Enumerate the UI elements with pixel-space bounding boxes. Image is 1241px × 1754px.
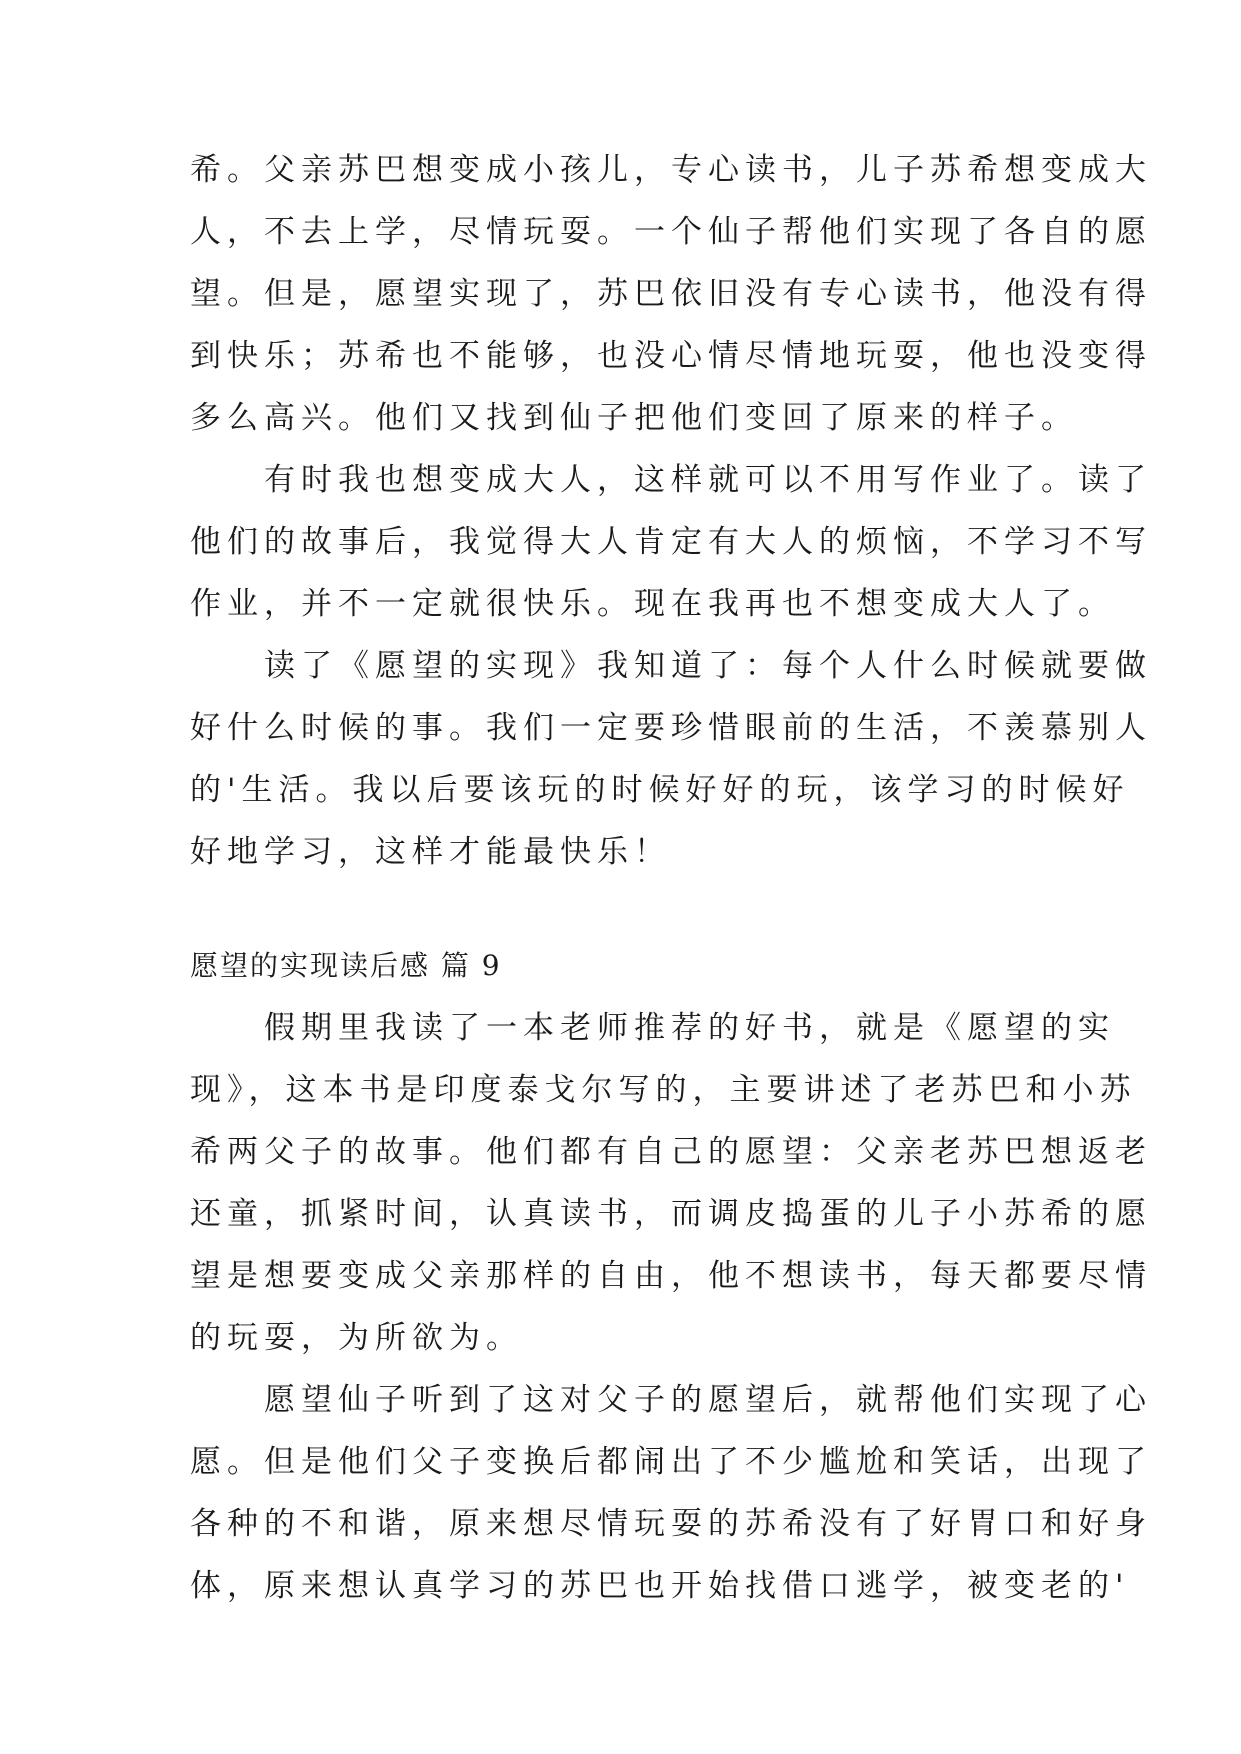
paragraph-line: 愿望仙子听到了这对父子的愿望后，就帮他们实现了心 xyxy=(190,1382,1152,1418)
text-line: 望是想要变成父亲那样的自由，他不想读书，每天都要尽情 xyxy=(190,1258,1152,1294)
text-line: 愿。但是他们父子变换后都闹出了不少尴尬和笑话，出现了 xyxy=(190,1444,1152,1480)
text-line: 还童，抓紧时间，认真读书，而调皮捣蛋的儿子小苏希的愿 xyxy=(190,1196,1152,1232)
paragraph-line: 假期里我读了一本老师推荐的好书，就是《愿望的实 xyxy=(190,1010,1115,1046)
text-line: 好什么时候的事。我们一定要珍惜眼前的生活，不羡慕别人 xyxy=(190,710,1152,746)
text-line: 体，原来想认真学习的苏巴也开始找借口逃学，被变老的' xyxy=(190,1568,1130,1604)
text-line: 他们的故事后，我觉得大人肯定有大人的烦恼，不学习不写 xyxy=(190,524,1152,560)
text-line: 希。父亲苏巴想变成小孩儿，专心读书，儿子苏希想变成大 xyxy=(190,152,1152,188)
text-line: 的玩耍，为所欲为。 xyxy=(190,1320,523,1356)
text-line: 人，不去上学，尽情玩耍。一个仙子帮他们实现了各自的愿 xyxy=(190,214,1152,250)
text-line: 的'生活。我以后要该玩的时候好好的玩，该学习的时候好 xyxy=(190,772,1130,808)
text-line: 各种的不和谐，原来想尽情玩耍的苏希没有了好胃口和好身 xyxy=(190,1506,1152,1542)
text-line: 现》，这本书是印度泰戈尔写的，主要讲述了老苏巴和小苏 xyxy=(190,1072,1137,1108)
section-title: 愿望的实现读后感 篇 9 xyxy=(190,949,502,982)
text-line: 好地学习，这样才能最快乐！ xyxy=(190,834,671,870)
paragraph-line: 读了《愿望的实现》我知道了：每个人什么时候就要做 xyxy=(190,648,1152,684)
text-line: 希两父子的故事。他们都有自己的愿望：父亲老苏巴想返老 xyxy=(190,1134,1152,1170)
text-line: 多么高兴。他们又找到仙子把他们变回了原来的样子。 xyxy=(190,400,1078,436)
text-line: 到快乐；苏希也不能够，也没心情尽情地玩耍，他也没变得 xyxy=(190,338,1152,374)
text-line: 作业，并不一定就很快乐。现在我再也不想变成大人了。 xyxy=(190,586,1115,622)
paragraph-line: 有时我也想变成大人，这样就可以不用写作业了。读了 xyxy=(190,462,1152,498)
text-line: 望。但是，愿望实现了，苏巴依旧没有专心读书，他没有得 xyxy=(190,276,1152,312)
